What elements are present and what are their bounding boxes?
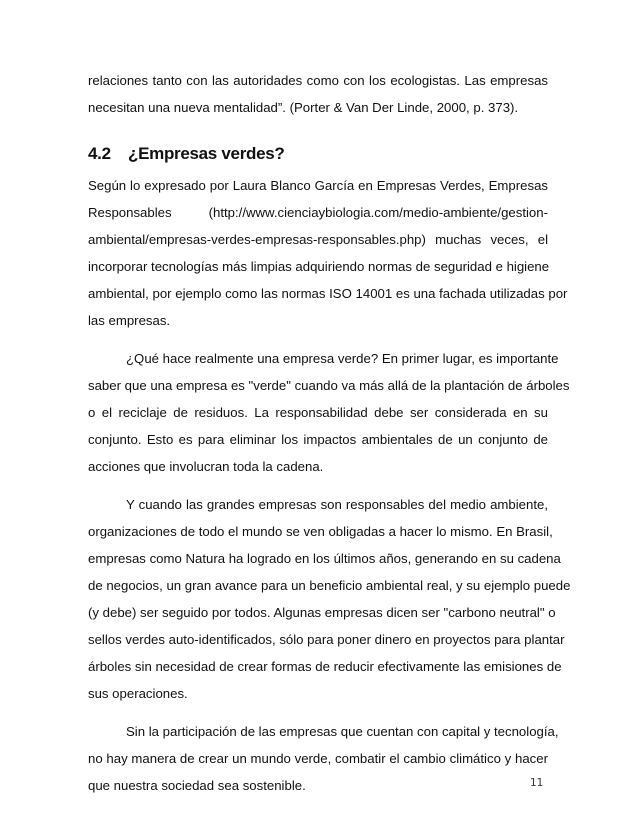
- page-number: 11: [530, 777, 544, 789]
- paragraph-2-line-5: acciones que involucran toda la cadena.: [88, 459, 324, 474]
- paragraph-4-line-1: Sin la participación de las empresas que cuentan con capital y tecnología,: [126, 724, 559, 739]
- paragraph-2-line-3: o el reciclaje de residuos. La responsabilidad debe ser considerada en su: [88, 405, 548, 420]
- section-title: ¿Empresas verdes?: [128, 144, 285, 163]
- paragraph-3-line-1: Y cuando las grandes empresas son responsables del medio ambiente,: [126, 497, 548, 512]
- document-page: [88, 0, 571, 826]
- paragraph-1-line-6: las empresas.: [88, 313, 171, 328]
- paragraph-3-line-2: organizaciones de todo el mundo se ven obligadas a hacer lo mismo. En Brasil,: [88, 524, 553, 539]
- paragraph-3-line-4: de negocios, un gran avance para un beneficio ambiental real, y su ejemplo puede: [88, 578, 571, 593]
- paragraph-1-line-5: ambiental, por ejemplo como las normas ISO 14001 es una fachada utilizadas por: [88, 286, 568, 301]
- paragraph-4-line-3: que nuestra sociedad sea sostenible.: [88, 778, 306, 793]
- paragraph-2-line-2: saber que una empresa es "verde" cuando va más allá de la plantación de árboles: [88, 378, 570, 393]
- section-heading: [88, 144, 284, 164]
- paragraph-3-line-3: empresas como Natura ha logrado en los últimos años, generando en su cadena: [88, 551, 561, 566]
- paragraph-4-line-2: no hay manera de crear un mundo verde, combatir el cambio climático y hacer: [88, 751, 548, 766]
- paragraph-3-line-5: (y debe) ser seguido por todos. Algunas empresas dicen ser "carbono neutral" o: [88, 605, 556, 620]
- paragraph-1-line-2: Responsables (http://www.cienciaybiologia.com/medio-ambiente/gestion-: [88, 205, 548, 220]
- paragraph-3-line-6: sellos verdes auto-identificados, sólo para poner dinero en proyectos para plantar: [88, 632, 565, 647]
- section-number: 4.2: [88, 144, 111, 163]
- intro-line-1: relaciones tanto con las autoridades como con los ecologistas. Las empresas: [88, 73, 548, 88]
- paragraph-3-line-8: sus operaciones.: [88, 686, 188, 701]
- intro-line-2: necesitan una nueva mentalidad”. (Porter & Van Der Linde, 2000, p. 373).: [88, 100, 519, 115]
- paragraph-1-line-1: Según lo expresado por Laura Blanco García en Empresas Verdes, Empresas: [88, 178, 548, 193]
- paragraph-2-line-4: conjunto. Esto es para eliminar los impactos ambientales de un conjunto de: [88, 432, 548, 447]
- paragraph-1-line-4: incorporar tecnologías más limpias adquiriendo normas de seguridad e higiene: [88, 259, 550, 274]
- paragraph-1-line-3: ambiental/empresas-verdes-empresas-responsables.php) muchas veces, el: [88, 232, 548, 247]
- paragraph-3-line-7: árboles sin necesidad de crear formas de reducir efectivamente las emisiones de: [88, 659, 562, 674]
- paragraph-2-line-1: ¿Qué hace realmente una empresa verde? En primer lugar, es importante: [126, 351, 559, 366]
